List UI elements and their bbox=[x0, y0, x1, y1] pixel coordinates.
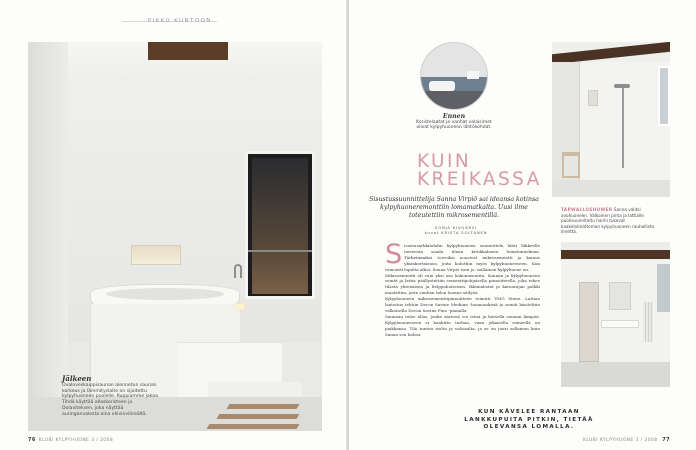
article-body bbox=[385, 239, 540, 338]
mirror bbox=[609, 282, 631, 310]
article-lead: Sisustussuunnittelija Sanna Virpiö sai ideansa kotinsa kylpyhuoneremonttiin lomamatkalta. Uusi ilme toteutettiin mikrosementillä. bbox=[369, 196, 539, 219]
before-caption-text: Koristelaatat ja vanhat valaisimet olivat kylpyhuoneen lähtökohdat. bbox=[416, 119, 492, 131]
bathroom-before-photo bbox=[420, 42, 488, 110]
after-caption-text: Ovaloveskaippisaunan alennetun saunan korkeus ja lämmityslaite on sijoitettu kylpyhuoneen puolelle. Kuppiamme jakaa Tihdä käyttää allaskoristeen ja Dolaviteksen, joka näyttää auringonvalosta aina oliivinvihreältä. bbox=[62, 382, 158, 417]
before-caption bbox=[416, 114, 492, 131]
towel-radiator bbox=[643, 302, 653, 342]
body-paragraph: Saunaan tulee allas, jonka ääressä voi istua ja katsella saunan lämpöä. Kylpyhuoneeseen ei hankittu turhaa, vaan jokaisella esineellä on paikkansa. Tila tuntuu isolta ja valoisalta, ja se on juuri sellainen kuin Sanna sen halusi. bbox=[385, 313, 540, 337]
section-tag: PIKKU KUNTOON bbox=[148, 18, 212, 24]
ceiling-beam bbox=[148, 42, 228, 60]
article-credits bbox=[411, 225, 501, 235]
folio-left-text: KLUBI KYLPYHUONE 3 / 2008 bbox=[38, 438, 114, 443]
ceiling-beam bbox=[552, 42, 670, 64]
credits-author: SONJA KIVIJÄRVI bbox=[434, 225, 478, 230]
faucet bbox=[234, 264, 242, 278]
step-light bbox=[236, 304, 244, 309]
washroom-photo bbox=[561, 242, 670, 387]
title-line-1: KUIN bbox=[417, 151, 472, 172]
credits-photographer: kuvat KRISTA SOLTANEN bbox=[424, 230, 488, 235]
pull-quote: KUN KÄVELEE RANTAAN LANKKUPUITA PITKIN, TIETÄÄ OLEVANSA LOMALLA. bbox=[464, 409, 594, 431]
sauna-glass-window bbox=[245, 151, 315, 299]
bathroom-after-photo bbox=[28, 42, 322, 431]
sink bbox=[601, 320, 639, 328]
page-number-left: 76 bbox=[28, 437, 36, 443]
folio-right bbox=[583, 437, 670, 443]
shower-caption-text: Sanna valitsi avohuoneen. Valkoinen pinta ja lattialle puolisuunniteltu hanhi tukevat kaakeloimattoman kylpyhuoneen rauhallista ilmettä. bbox=[561, 207, 655, 235]
title-line-2: KREIKASSA bbox=[417, 169, 542, 190]
after-caption bbox=[62, 376, 160, 418]
drop-cap: S bbox=[385, 239, 403, 270]
stool bbox=[562, 152, 580, 178]
folio-left bbox=[28, 437, 113, 443]
shower-photo bbox=[552, 42, 670, 197]
ceiling-beam bbox=[561, 250, 670, 259]
shower-caption bbox=[561, 207, 665, 235]
shower-caption-label: TAPWALLUSHOWER bbox=[561, 207, 613, 212]
after-caption-title: Jälkeen bbox=[62, 374, 92, 383]
body-paragraph: Kylpyhuoneen mikrosementtipinnoitteen toimitti VMG Stone. Lattian laatoitus tehtiin Decon Savine Medium -luonnonkiviä ja seinät käsiteltiin valkoisella Decon Savine Fine -pinnalla. bbox=[385, 296, 540, 313]
right-page bbox=[349, 0, 696, 450]
folio-right-text: KLUBI KYLPYHUONE 3 / 2008 bbox=[583, 438, 658, 443]
wall-niche bbox=[131, 245, 181, 265]
body-paragraph: Sisustusarkkitehdin kylpyhuoneen suunnittelu lähti liikkeelle toiveesta saada tilaan kreikkalaista lomatunnelmaa. Tärkeimmiksi toiveiksi nousivat mikrosementti ja kaunis yksinkertaisuus, joita haluttiin myös kylpyhuoneeseen. Kun remontti lopulta alkoi, Sanna Virpiö tiesi jo, millainen kylpyhuone on. bbox=[385, 239, 540, 272]
left-page bbox=[0, 0, 347, 450]
before-caption-title: Ennen bbox=[442, 113, 466, 120]
article-title bbox=[417, 151, 542, 190]
page-number-right: 77 bbox=[662, 437, 670, 443]
body-paragraph: Mikrosementti oli vain yksi osa kokonaisuutta. Saunan ja kylpyhuoneen seinät ja lattia päällystettiin sementtipohjaisella pinnoitteella, joka tekee tilasta yhtenäisen ja helppohoitoisen. Ikkunalistat ja katonrajan palkki maalattiin, jotta vanhan talon luonne säilyisi. bbox=[385, 272, 540, 296]
door bbox=[579, 282, 599, 362]
